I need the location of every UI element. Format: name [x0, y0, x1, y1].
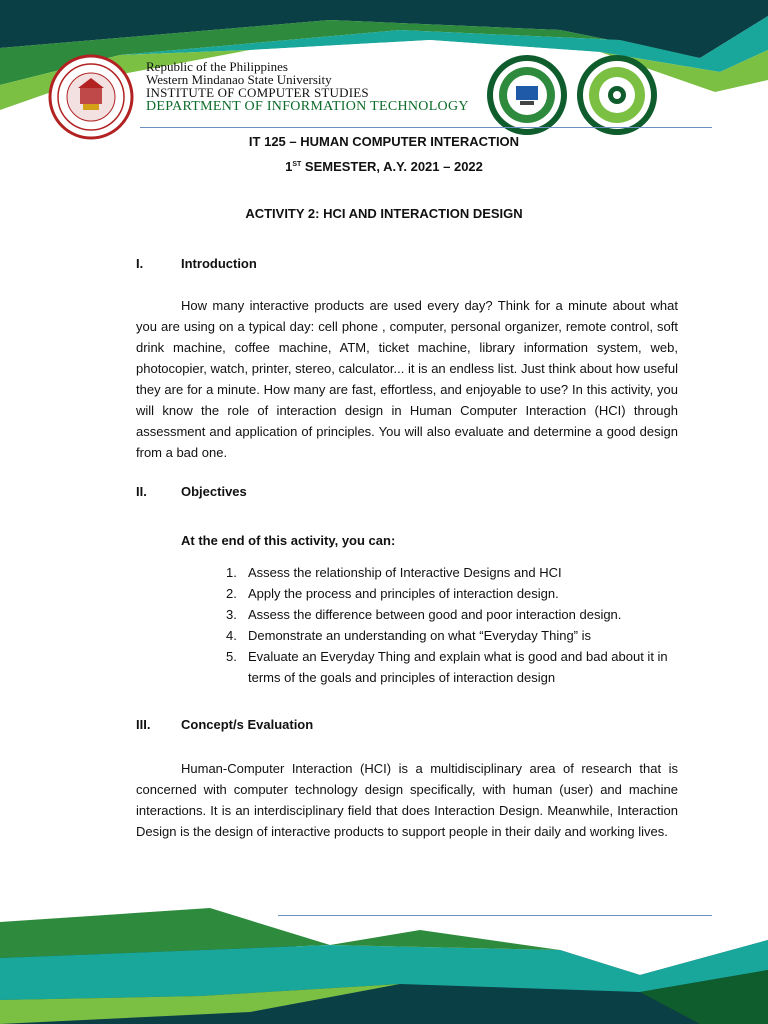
dit-seal-icon: [576, 54, 658, 136]
department-line: DEPARTMENT OF INFORMATION TECHNOLOGY: [146, 99, 469, 114]
list-item-text: Evaluate an Everyday Thing and explain what is good and bad about it in terms of the goals and principles of interaction design: [248, 649, 668, 685]
section-number: III.: [136, 717, 151, 732]
section-number: II.: [136, 484, 147, 499]
ics-seal-icon: [486, 54, 568, 136]
objectives-subheading: At the end of this activity, you can:: [181, 533, 396, 548]
list-item: [226, 625, 686, 646]
section-heading-concepts: [136, 717, 313, 732]
course-title: IT 125 – HUMAN COMPUTER INTERACTION: [248, 134, 520, 149]
list-item-text: Apply the process and principles of interaction design.: [248, 586, 559, 601]
semester-rest: SEMESTER, A.Y. 2021 – 2022: [301, 159, 483, 174]
section-title: Concept/s Evaluation: [181, 717, 314, 732]
section-number: I.: [136, 256, 144, 271]
introduction-text: How many interactive products are used every day? Think for a minute about what you are using on a typical day: cell phone , computer, personal organizer, remote control, soft drink machine, coffee machine, ATM, ticket machine, library information system, web, photocopier, watch, printer, stereo, calculator... it is an endless list. Just think about how useful they are for a minute. How many are fast, effortless, and enjoyable to use? In this activity, you will know the role of interaction design in Human Computer Interaction (HCI) through assessment and application of principles. You will also evaluate and determine a good design from a bad one.: [136, 298, 678, 460]
objectives-list: [226, 562, 686, 688]
list-item-number: 3.: [226, 607, 237, 622]
introduction-paragraph: [136, 295, 678, 463]
wmsu-seal-icon: [48, 54, 134, 140]
semester-ordinal: ST: [292, 161, 302, 168]
footer-divider: [278, 915, 712, 916]
list-item-text: Demonstrate an understanding on what “Everyday Thing” is: [248, 628, 592, 643]
section-title: Objectives: [181, 484, 247, 499]
section-title: Introduction: [181, 256, 257, 271]
concepts-paragraph: [136, 758, 678, 842]
institution-header: [146, 60, 469, 115]
republic-line: Republic of the Philippines: [146, 59, 288, 74]
list-item-number: 1.: [226, 565, 237, 580]
list-item: [226, 604, 686, 625]
list-item-text: Assess the relationship of Interactive Designs and HCI: [248, 565, 562, 580]
concepts-text: Human-Computer Interaction (HCI) is a multidisciplinary area of research that is concerned with computer technology design specifically, with human (user) and machine interactions. It is an interdisciplinary field that does Interaction Design. Meanwhile, Interaction Design is the design of interactive products to support people in their daily and working lives.: [136, 761, 678, 839]
header-divider: [140, 127, 712, 128]
university-line: Western Mindanao State University: [146, 72, 332, 87]
footer-decorative-band: [0, 900, 768, 1024]
list-item-text: Assess the difference between good and poor interaction design.: [248, 607, 622, 622]
list-item: [226, 583, 686, 604]
list-item-number: 4.: [226, 628, 237, 643]
section-heading-objectives: [136, 484, 247, 499]
semester-line: [0, 159, 768, 174]
institute-line: INSTITUTE OF COMPUTER STUDIES: [146, 85, 369, 100]
activity-title: ACTIVITY 2: HCI AND INTERACTION DESIGN: [245, 206, 523, 221]
list-item-number: 5.: [226, 649, 237, 664]
list-item-number: 2.: [226, 586, 237, 601]
section-heading-introduction: [136, 256, 257, 271]
list-item: [226, 562, 686, 583]
list-item: [226, 646, 686, 688]
semester-number: 1: [285, 159, 293, 174]
